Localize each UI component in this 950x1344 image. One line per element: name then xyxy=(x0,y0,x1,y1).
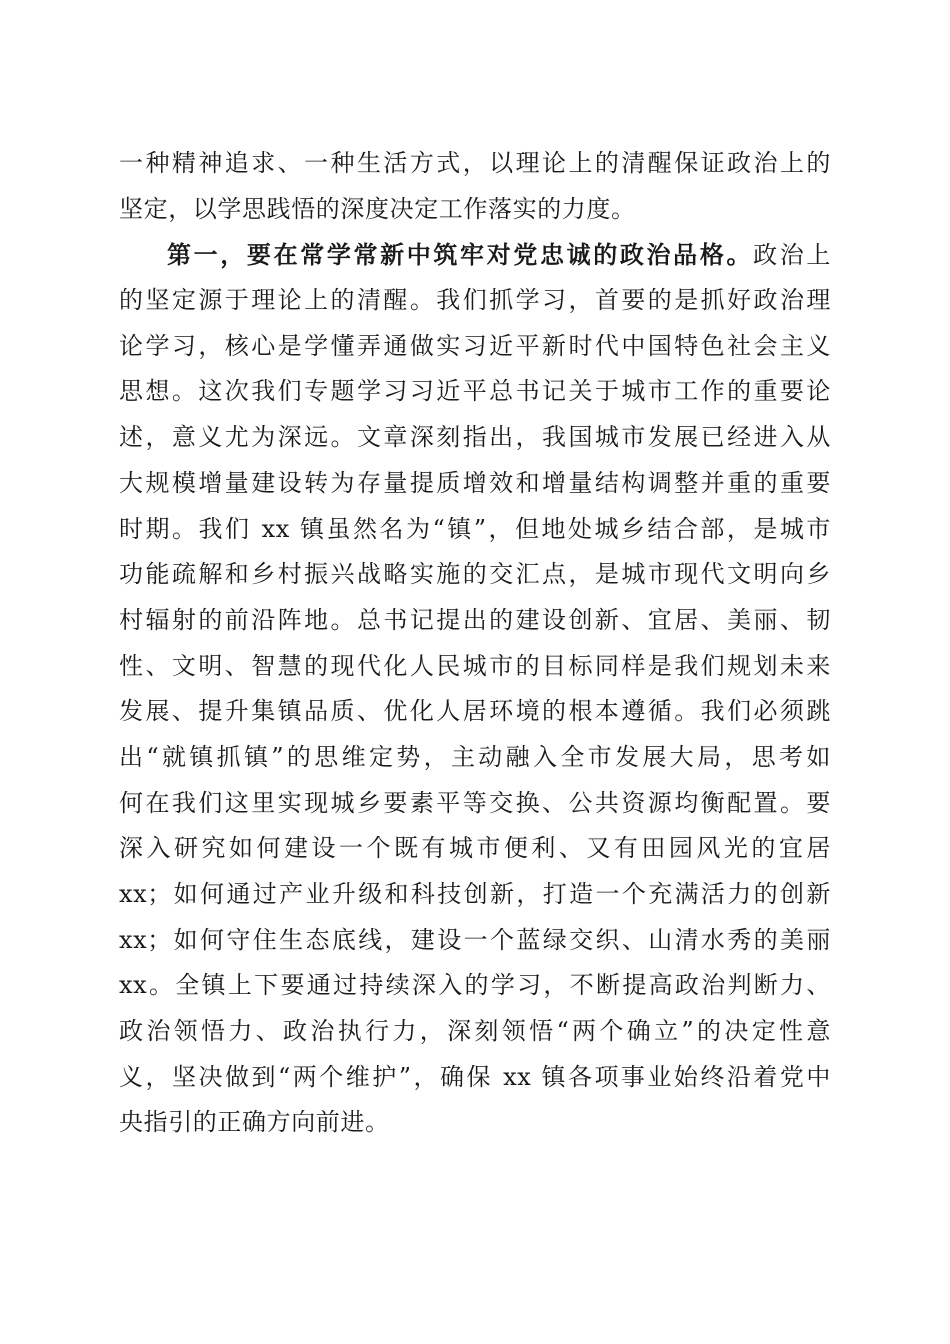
text-line: 义，坚决做到“两个维护”，确保 xx 镇各项事业始终沿着党中 xyxy=(119,1062,831,1091)
text-line: 深入研究如何建设一个既有城市便利、又有田园风光的宜居 xyxy=(119,834,831,863)
document-body xyxy=(119,141,831,1146)
text-line: 央指引的正确方向前进。 xyxy=(119,1108,390,1137)
text-line: 论学习，核心是学懂弄通做实习近平新时代中国特色社会主义 xyxy=(119,331,831,360)
text-line: 的坚定源于理论上的清醒。我们抓学习，首要的是抓好政治理 xyxy=(119,286,831,315)
text-line: 功能疏解和乡村振兴战略实施的交汇点，是城市现代文明向乡 xyxy=(119,560,831,589)
section-heading: 第一，要在常学常新中筑牢对党忠诚的政治品格。 xyxy=(167,240,754,270)
text-line: 出“就镇抓镇”的思维定势，主动融入全市发展大局，思考如 xyxy=(119,742,831,771)
text-line: xx；如何通过产业升级和科技创新，打造一个充满活力的创新 xyxy=(119,880,831,908)
text-fragment: 政治上 xyxy=(753,241,831,270)
text-line: 政治领悟力、政治执行力，深刻领悟“两个确立”的决定性意 xyxy=(119,1017,831,1046)
paragraph-first-line xyxy=(119,232,831,278)
text-line: xx；如何守住生态底线，建设一个蓝绿交织、山清水秀的美丽 xyxy=(119,925,831,954)
text-line: 性、文明、智慧的现代化人民城市的目标同样是我们规划未来 xyxy=(119,651,831,680)
text-line: 村辐射的前沿阵地。总书记提出的建设创新、宜居、美丽、韧 xyxy=(119,605,831,634)
text-line: 时期。我们 xx 镇虽然名为“镇”，但地处城乡结合部，是城市 xyxy=(119,514,831,543)
text-line: 一种精神追求、一种生活方式，以理论上的清醒保证政治上的 xyxy=(119,149,831,177)
text-line: 思想。这次我们专题学习习近平总书记关于城市工作的重要论 xyxy=(119,377,831,406)
text-line: 何在我们这里实现城乡要素平等交换、公共资源均衡配置。要 xyxy=(119,788,831,817)
text-line: 大规模增量建设转为存量提质增效和增量结构调整并重的重要 xyxy=(119,468,831,497)
text-line: 发展、提升集镇品质、优化人居环境的根本遵循。我们必须跳 xyxy=(119,697,831,726)
text-line: xx。全镇上下要通过持续深入的学习，不断提高政治判断力、 xyxy=(119,971,831,1000)
text-line: 坚定，以学思践悟的深度决定工作落实的力度。 xyxy=(119,194,636,223)
text-line: 述，意义尤为深远。文章深刻指出，我国城市发展已经进入从 xyxy=(119,423,831,452)
